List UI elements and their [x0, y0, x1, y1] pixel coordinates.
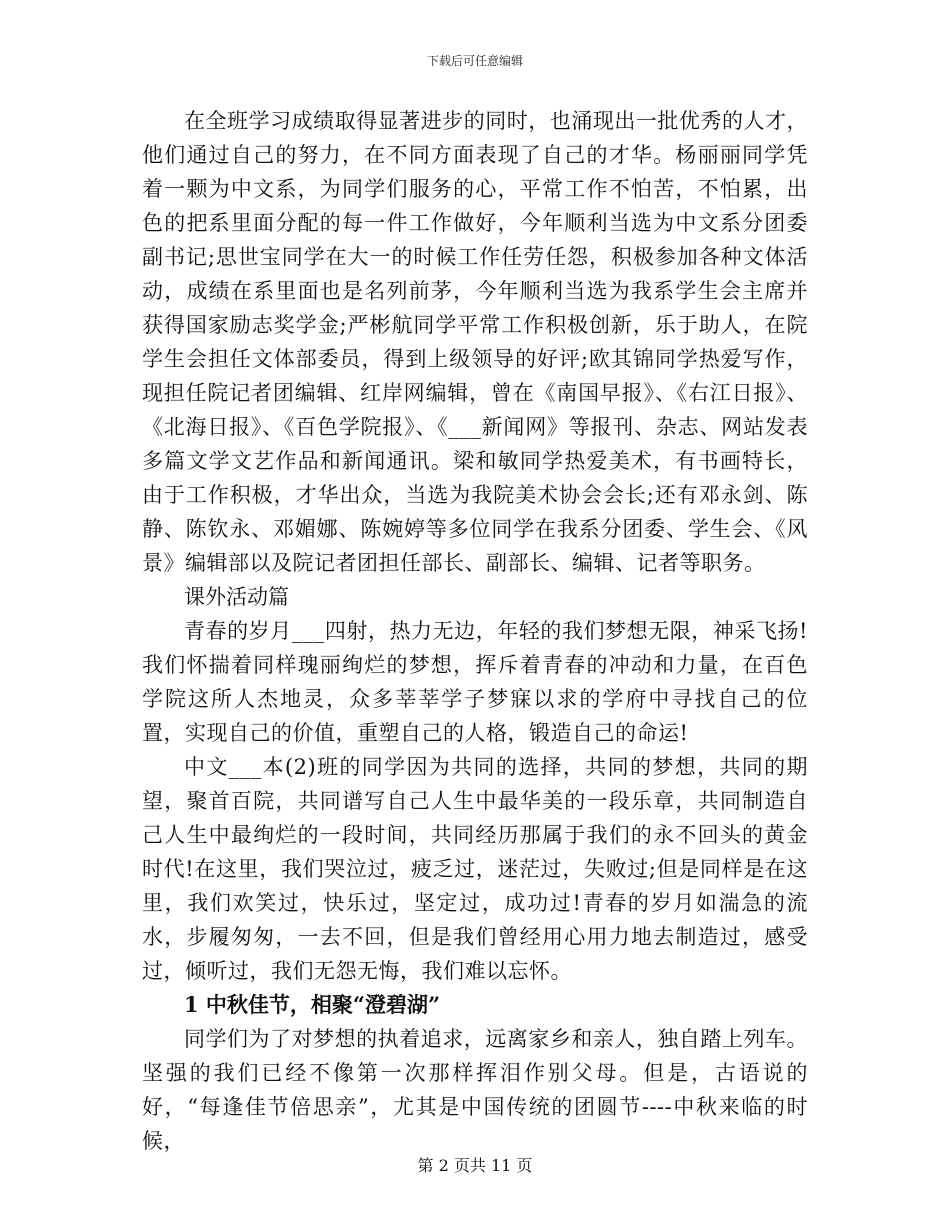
page-footer: 第 2 页共 11 页 [417, 1156, 533, 1175]
paragraph-achievements: 在全班学习成绩取得显著进步的同时，也涌现出一批优秀的人才，他们通过自己的努力，在不同方面表现了自己的才华。杨丽丽同学凭着一颗为中文系，为同学们服务的心，平常工作不怕苦，不怕累，出色的把系里面分配的每一件工作做好，今年顺利当选为中文系分团委副书记;思世宝同学在大一的时候工作任劳任怨，积极参加各种文体活动，成绩在系里面也是名列前茅，今年顺利当选为我系学生会主席并获得国家励志奖学金;严彬航同学平常工作积极创新，乐于助人，在院学生会担任文体部委员，得到上级领导的好评;欧其锦同学热爱写作，现担任院记者团编辑、红岸网编辑，曾在《南国早报》、《右江日报》、《北海日报》、《百色学院报》、《___新闻网》等报刊、杂志、网站发表多篇文学文艺作品和新闻通讯。梁和敏同学热爱美术，有书画特长，由于工作积极，才华出众，当选为我院美术协会会长;还有邓永剑、陈静、陈钦永、邓媚娜、陈婉婷等多位同学在我系分团委、学生会、《风景》编辑部以及院记者团担任部长、副部长、编辑、记者等职务。 [142, 109, 808, 575]
page-header: 下载后可任意编辑 [426, 54, 523, 68]
section-title: 课外活动篇 [184, 585, 289, 609]
paragraph-class: 中文___本(2)班的同学因为共同的选择，共同的梦想，共同的期望，聚首百院，共同谱写自己人生中最华美的一段乐章，共同制造自己人生中最绚烂的一段时间，共同经历那属于我们的永不回头的黄金时代!在这里，我们哭泣过，疲乏过，迷茫过，失败过;但是同样是在这里，我们欢笑过，快乐过，坚定过，成功过!青春的岁月如湍急的流水，步履匆匆，一去不回，但是我们曾经用心用力地去制造过，感受过，倾听过，我们无怨无悔，我们难以忘怀。 [142, 755, 808, 983]
document-body [142, 104, 808, 1158]
paragraph-midautumn: 同学们为了对梦想的执着追求，远离家乡和亲人，独自踏上列车。坚强的我们已经不像第一次那样挥泪作别父母。但是，古语说的好，“每逢佳节倍思亲”，尤其是中国传统的团圆节----中秋来临的时候， [142, 1027, 808, 1153]
paragraph-youth: 青春的岁月___四射，热力无边，年轻的我们梦想无限，神采飞扬!我们怀揣着同样瑰丽绚烂的梦想，挥斥着青春的冲动和力量，在百色学院这所人杰地灵，众多莘莘学子梦寐以求的学府中寻找自己的位置，实现自己的价值，重塑自己的人格，锻造自己的命运! [142, 619, 808, 745]
subheading: 1 中秋佳节，相聚“澄碧湖” [184, 992, 441, 1017]
